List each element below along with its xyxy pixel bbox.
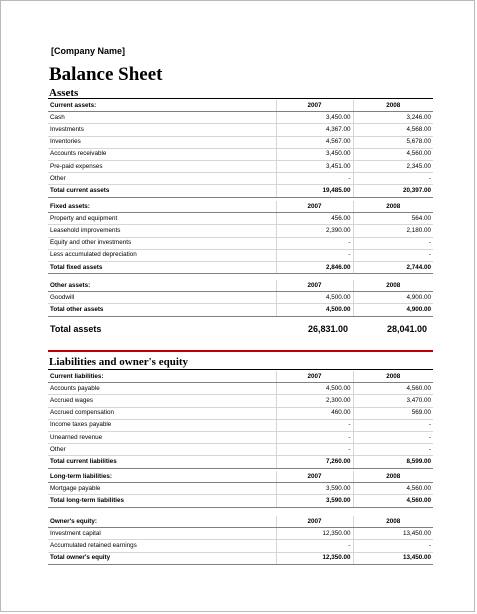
value-2008-cell[interactable]: - — [353, 540, 433, 552]
table-header-row — [48, 280, 433, 292]
value-2008-cell[interactable]: 2,180.00 — [353, 225, 433, 237]
total-label: Total fixed assets — [48, 261, 276, 273]
year-2007-header: 2007 — [276, 100, 353, 112]
value-2007-cell[interactable]: 3,451.00 — [276, 160, 353, 172]
table-row — [48, 112, 433, 124]
year-2008-header: 2008 — [353, 516, 433, 528]
year-2008-header: 2008 — [353, 201, 433, 213]
value-2007-cell[interactable]: 456.00 — [276, 213, 353, 225]
table-row — [48, 173, 433, 185]
table-row — [48, 483, 433, 495]
value-2008-cell[interactable]: 4,560.00 — [353, 148, 433, 160]
value-2007-cell[interactable]: 12,350.00 — [276, 528, 353, 540]
row-label[interactable]: Accumulated retained earnings — [48, 540, 276, 552]
value-2008-cell[interactable]: 3,470.00 — [353, 395, 433, 407]
table-row — [48, 136, 433, 148]
value-2007-cell[interactable]: - — [276, 237, 353, 249]
group-header-label: Long-term liabilities: — [48, 471, 276, 483]
year-2007-header: 2007 — [276, 371, 353, 383]
table-row — [48, 383, 433, 395]
section-divider — [48, 350, 433, 352]
table-row — [48, 237, 433, 249]
row-label[interactable]: Property and equipment — [48, 213, 276, 225]
value-2008-cell[interactable]: 4,900.00 — [353, 292, 433, 304]
total-assets-2007[interactable]: 26,831.00 — [307, 324, 348, 334]
table-row — [48, 124, 433, 136]
row-label[interactable]: Accounts payable — [48, 383, 276, 395]
table-total-row — [48, 304, 433, 316]
table-header-row — [48, 471, 433, 483]
value-2007-cell[interactable]: 4,500.00 — [276, 292, 353, 304]
value-2007-cell[interactable]: 4,367.00 — [276, 124, 353, 136]
value-2008-cell[interactable]: 4,560.00 — [353, 383, 433, 395]
table-row — [48, 540, 433, 552]
value-2008-cell[interactable]: - — [353, 444, 433, 456]
row-label[interactable]: Unearned revenue — [48, 431, 276, 443]
value-2007-cell[interactable]: 2,390.00 — [276, 225, 353, 237]
row-label[interactable]: Mortgage payable — [48, 483, 276, 495]
value-2008-cell[interactable]: 13,450.00 — [353, 528, 433, 540]
group-header-label: Other assets: — [48, 280, 276, 292]
table-header-row — [48, 516, 433, 528]
total-2008-cell[interactable]: 20,397.00 — [353, 185, 433, 197]
total-2008-cell[interactable]: 13,450.00 — [353, 552, 433, 564]
value-2008-cell[interactable]: 569.00 — [353, 407, 433, 419]
group-header-label: Owner's equity: — [48, 516, 276, 528]
value-2007-cell[interactable]: 460.00 — [276, 407, 353, 419]
value-2008-cell[interactable]: 5,678.00 — [353, 136, 433, 148]
value-2007-cell[interactable]: 4,500.00 — [276, 383, 353, 395]
value-2008-cell[interactable]: 564.00 — [353, 213, 433, 225]
total-2008-cell[interactable]: 4,900.00 — [353, 304, 433, 316]
value-2008-cell[interactable]: 4,560.00 — [353, 483, 433, 495]
row-label[interactable]: Investments — [48, 124, 276, 136]
table-total-row — [48, 495, 433, 507]
row-label[interactable]: Cash — [48, 112, 276, 124]
table-total-row — [48, 456, 433, 468]
table-row — [48, 528, 433, 540]
value-2007-cell[interactable]: - — [276, 249, 353, 261]
row-label[interactable]: Investment capital — [48, 528, 276, 540]
year-2008-header: 2008 — [353, 100, 433, 112]
total-2007-cell[interactable]: 19,485.00 — [276, 185, 353, 197]
row-label[interactable]: Less accumulated depreciation — [48, 249, 276, 261]
total-2007-cell[interactable]: 7,260.00 — [276, 456, 353, 468]
value-2008-cell[interactable]: - — [353, 237, 433, 249]
owners-equity-table — [48, 516, 433, 565]
total-label: Total current assets — [48, 185, 276, 197]
value-2007-cell[interactable]: 3,450.00 — [276, 148, 353, 160]
row-label[interactable]: Pre-paid expenses — [48, 160, 276, 172]
table-row — [48, 249, 433, 261]
row-label[interactable]: Goodwill — [48, 292, 276, 304]
value-2007-cell[interactable]: - — [276, 540, 353, 552]
value-2007-cell[interactable]: 3,590.00 — [276, 483, 353, 495]
table-row — [48, 148, 433, 160]
value-2007-cell[interactable]: 3,450.00 — [276, 112, 353, 124]
year-2007-header: 2007 — [276, 280, 353, 292]
value-2008-cell[interactable]: - — [353, 431, 433, 443]
total-assets-label: Total assets — [50, 324, 102, 334]
long-term-liabilities-table — [48, 471, 433, 508]
row-label[interactable]: Other — [48, 444, 276, 456]
total-2007-cell[interactable]: 12,350.00 — [276, 552, 353, 564]
table-row — [48, 444, 433, 456]
row-label[interactable]: Leasehold improvements — [48, 225, 276, 237]
value-2007-cell[interactable]: - — [276, 444, 353, 456]
value-2008-cell[interactable]: - — [353, 173, 433, 185]
value-2007-cell[interactable]: - — [276, 419, 353, 431]
total-2007-cell[interactable]: 2,846.00 — [276, 261, 353, 273]
table-row — [48, 419, 433, 431]
total-label: Total current liabilities — [48, 456, 276, 468]
page-title: Balance Sheet — [49, 64, 163, 85]
current-liabilities-table — [48, 371, 433, 469]
value-2008-cell[interactable]: 3,246.00 — [353, 112, 433, 124]
group-header-label: Current assets: — [48, 100, 276, 112]
row-label[interactable]: Inventories — [48, 136, 276, 148]
row-label[interactable]: Other — [48, 173, 276, 185]
total-2008-cell[interactable]: 4,560.00 — [353, 495, 433, 507]
table-row — [48, 213, 433, 225]
group-header-label: Fixed assets: — [48, 201, 276, 213]
year-2008-header: 2008 — [353, 371, 433, 383]
table-row — [48, 395, 433, 407]
row-label[interactable]: Accounts receivable — [48, 148, 276, 160]
row-label[interactable]: Income taxes payable — [48, 419, 276, 431]
table-total-row — [48, 185, 433, 197]
row-label[interactable]: Equity and other investments — [48, 237, 276, 249]
current-assets-table — [48, 100, 433, 198]
table-header-row — [48, 201, 433, 213]
year-2007-header: 2007 — [276, 471, 353, 483]
assets-heading: Assets — [49, 87, 79, 99]
table-header-row — [48, 371, 433, 383]
value-2007-cell[interactable]: 4,567.00 — [276, 136, 353, 148]
value-2008-cell[interactable]: - — [353, 419, 433, 431]
liabilities-heading: Liabilities and owner's equity — [49, 356, 189, 368]
fixed-assets-table — [48, 201, 433, 274]
other-assets-table — [48, 280, 433, 317]
assets-rule — [48, 98, 433, 99]
table-row — [48, 292, 433, 304]
value-2008-cell[interactable]: 2,345.00 — [353, 160, 433, 172]
year-2008-header: 2008 — [353, 471, 433, 483]
year-2007-header: 2007 — [276, 201, 353, 213]
company-name[interactable]: [Company Name] — [51, 46, 126, 56]
total-2007-cell[interactable]: 4,500.00 — [276, 304, 353, 316]
total-label: Total owner's equity — [48, 552, 276, 564]
value-2007-cell[interactable]: - — [276, 173, 353, 185]
total-label: Total other assets — [48, 304, 276, 316]
table-total-row — [48, 261, 433, 273]
total-assets-2008[interactable]: 28,041.00 — [386, 324, 427, 334]
year-2008-header: 2008 — [353, 280, 433, 292]
group-header-label: Current liabilities: — [48, 371, 276, 383]
row-label[interactable]: Accrued wages — [48, 395, 276, 407]
value-2007-cell[interactable]: - — [276, 431, 353, 443]
value-2008-cell[interactable]: 4,568.00 — [353, 124, 433, 136]
year-2007-header: 2007 — [276, 516, 353, 528]
table-header-row — [48, 100, 433, 112]
total-2008-cell[interactable]: 2,744.00 — [353, 261, 433, 273]
table-row — [48, 225, 433, 237]
table-row — [48, 160, 433, 172]
value-2008-cell[interactable]: - — [353, 249, 433, 261]
table-row — [48, 431, 433, 443]
row-label[interactable]: Accrued compensation — [48, 407, 276, 419]
table-total-row — [48, 552, 433, 564]
value-2007-cell[interactable]: 2,300.00 — [276, 395, 353, 407]
table-row — [48, 407, 433, 419]
total-2008-cell[interactable]: 8,599.00 — [353, 456, 433, 468]
liabilities-rule — [48, 369, 433, 370]
total-label: Total long-term liabilities — [48, 495, 276, 507]
total-2007-cell[interactable]: 3,590.00 — [276, 495, 353, 507]
